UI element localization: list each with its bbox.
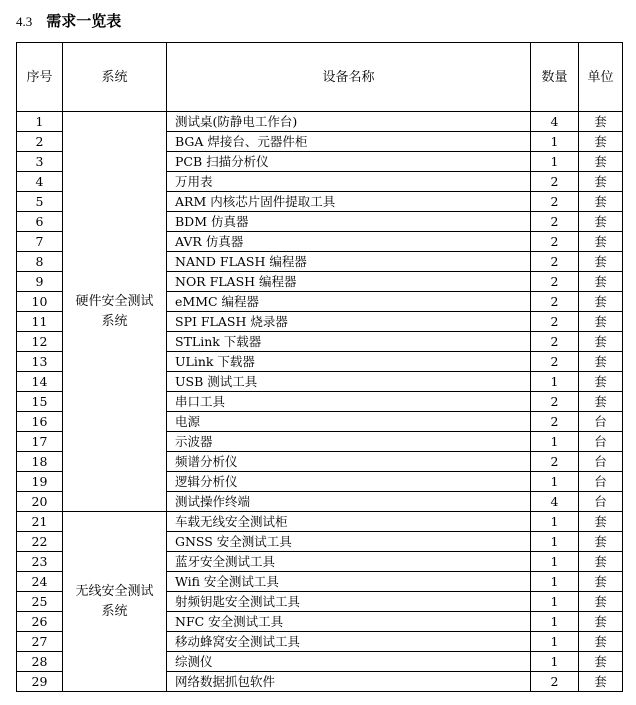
cell-quantity: 1 — [531, 612, 579, 632]
cell-index: 16 — [17, 412, 63, 432]
cell-index: 2 — [17, 132, 63, 152]
cell-quantity: 2 — [531, 292, 579, 312]
cell-quantity: 1 — [531, 152, 579, 172]
cell-unit: 套 — [579, 272, 623, 292]
cell-unit: 套 — [579, 392, 623, 412]
cell-device-name: PCB 扫描分析仪 — [167, 152, 531, 172]
cell-unit: 套 — [579, 632, 623, 652]
cell-unit: 套 — [579, 312, 623, 332]
cell-index: 23 — [17, 552, 63, 572]
cell-device-name: 示波器 — [167, 432, 531, 452]
cell-unit: 套 — [579, 152, 623, 172]
cell-unit: 套 — [579, 552, 623, 572]
cell-device-name: BDM 仿真器 — [167, 212, 531, 232]
cell-unit: 套 — [579, 232, 623, 252]
table-body — [17, 112, 623, 692]
cell-index: 19 — [17, 472, 63, 492]
cell-index: 26 — [17, 612, 63, 632]
cell-unit: 台 — [579, 452, 623, 472]
cell-device-name: BGA 焊接台、元器件柜 — [167, 132, 531, 152]
cell-system: 硬件安全测试 系统 — [63, 112, 167, 512]
section-number: 4.3 — [16, 14, 33, 29]
cell-device-name: 电源 — [167, 412, 531, 432]
cell-device-name: 射频钥匙安全测试工具 — [167, 592, 531, 612]
cell-device-name: SPI FLASH 烧录器 — [167, 312, 531, 332]
cell-unit: 套 — [579, 212, 623, 232]
cell-index: 18 — [17, 452, 63, 472]
cell-unit: 套 — [579, 612, 623, 632]
cell-index: 7 — [17, 232, 63, 252]
cell-quantity: 4 — [531, 112, 579, 132]
cell-device-name: ARM 内核芯片固件提取工具 — [167, 192, 531, 212]
cell-index: 13 — [17, 352, 63, 372]
header-quantity: 数量 — [531, 43, 579, 112]
cell-unit: 台 — [579, 472, 623, 492]
header-system: 系统 — [63, 43, 167, 112]
cell-index: 21 — [17, 512, 63, 532]
cell-system: 无线安全测试 系统 — [63, 512, 167, 692]
cell-unit: 套 — [579, 532, 623, 552]
cell-index: 11 — [17, 312, 63, 332]
cell-unit: 套 — [579, 292, 623, 312]
cell-device-name: 频谱分析仪 — [167, 452, 531, 472]
cell-quantity: 1 — [531, 472, 579, 492]
cell-quantity: 4 — [531, 492, 579, 512]
cell-quantity: 1 — [531, 632, 579, 652]
cell-device-name: STLink 下载器 — [167, 332, 531, 352]
cell-index: 14 — [17, 372, 63, 392]
cell-quantity: 2 — [531, 672, 579, 692]
cell-device-name: 网络数据抓包软件 — [167, 672, 531, 692]
cell-unit: 套 — [579, 192, 623, 212]
cell-unit: 套 — [579, 252, 623, 272]
cell-quantity: 2 — [531, 332, 579, 352]
cell-quantity: 2 — [531, 252, 579, 272]
cell-index: 3 — [17, 152, 63, 172]
cell-index: 29 — [17, 672, 63, 692]
cell-device-name: NAND FLASH 编程器 — [167, 252, 531, 272]
requirements-table — [16, 42, 623, 692]
cell-unit: 套 — [579, 512, 623, 532]
header-unit: 单位 — [579, 43, 623, 112]
cell-index: 5 — [17, 192, 63, 212]
cell-index: 28 — [17, 652, 63, 672]
cell-index: 8 — [17, 252, 63, 272]
cell-index: 22 — [17, 532, 63, 552]
table-row — [17, 112, 623, 132]
cell-quantity: 2 — [531, 312, 579, 332]
cell-device-name: 蓝牙安全测试工具 — [167, 552, 531, 572]
cell-quantity: 2 — [531, 452, 579, 472]
cell-device-name: eMMC 编程器 — [167, 292, 531, 312]
cell-device-name: GNSS 安全测试工具 — [167, 532, 531, 552]
cell-unit: 台 — [579, 432, 623, 452]
cell-quantity: 2 — [531, 392, 579, 412]
cell-unit: 套 — [579, 172, 623, 192]
cell-device-name: 车载无线安全测试柜 — [167, 512, 531, 532]
cell-quantity: 2 — [531, 192, 579, 212]
cell-device-name: NOR FLASH 编程器 — [167, 272, 531, 292]
cell-unit: 套 — [579, 352, 623, 372]
cell-index: 20 — [17, 492, 63, 512]
cell-quantity: 1 — [531, 432, 579, 452]
cell-quantity: 1 — [531, 572, 579, 592]
cell-quantity: 2 — [531, 212, 579, 232]
cell-index: 17 — [17, 432, 63, 452]
cell-device-name: 万用表 — [167, 172, 531, 192]
cell-quantity: 1 — [531, 592, 579, 612]
cell-index: 9 — [17, 272, 63, 292]
header-row — [17, 43, 623, 112]
cell-quantity: 1 — [531, 132, 579, 152]
cell-index: 24 — [17, 572, 63, 592]
header-index: 序号 — [17, 43, 63, 112]
cell-index: 27 — [17, 632, 63, 652]
cell-device-name: AVR 仿真器 — [167, 232, 531, 252]
cell-device-name: Wifi 安全测试工具 — [167, 572, 531, 592]
section-title: 需求一览表 — [46, 12, 122, 30]
cell-index: 4 — [17, 172, 63, 192]
cell-quantity: 2 — [531, 172, 579, 192]
header-device-name: 设备名称 — [167, 43, 531, 112]
cell-unit: 套 — [579, 672, 623, 692]
cell-device-name: 测试桌(防静电工作台) — [167, 112, 531, 132]
cell-unit: 套 — [579, 372, 623, 392]
cell-device-name: 移动蜂窝安全测试工具 — [167, 632, 531, 652]
table-header — [17, 43, 623, 112]
cell-device-name: ULink 下载器 — [167, 352, 531, 372]
cell-unit: 套 — [579, 332, 623, 352]
cell-quantity: 2 — [531, 272, 579, 292]
cell-index: 6 — [17, 212, 63, 232]
cell-quantity: 2 — [531, 232, 579, 252]
cell-quantity: 1 — [531, 552, 579, 572]
cell-quantity: 1 — [531, 512, 579, 532]
cell-device-name: NFC 安全测试工具 — [167, 612, 531, 632]
cell-unit: 套 — [579, 592, 623, 612]
cell-quantity: 1 — [531, 372, 579, 392]
cell-index: 15 — [17, 392, 63, 412]
cell-device-name: USB 测试工具 — [167, 372, 531, 392]
cell-unit: 套 — [579, 132, 623, 152]
cell-unit: 套 — [579, 112, 623, 132]
cell-quantity: 2 — [531, 352, 579, 372]
cell-quantity: 1 — [531, 532, 579, 552]
section-heading — [16, 10, 121, 32]
cell-device-name: 串口工具 — [167, 392, 531, 412]
cell-unit: 套 — [579, 572, 623, 592]
cell-index: 12 — [17, 332, 63, 352]
cell-unit: 套 — [579, 652, 623, 672]
cell-index: 25 — [17, 592, 63, 612]
cell-device-name: 测试操作终端 — [167, 492, 531, 512]
cell-index: 1 — [17, 112, 63, 132]
cell-quantity: 1 — [531, 652, 579, 672]
table-row — [17, 512, 623, 532]
cell-device-name: 逻辑分析仪 — [167, 472, 531, 492]
cell-unit: 台 — [579, 492, 623, 512]
cell-quantity: 2 — [531, 412, 579, 432]
cell-index: 10 — [17, 292, 63, 312]
cell-unit: 台 — [579, 412, 623, 432]
cell-device-name: 综测仪 — [167, 652, 531, 672]
